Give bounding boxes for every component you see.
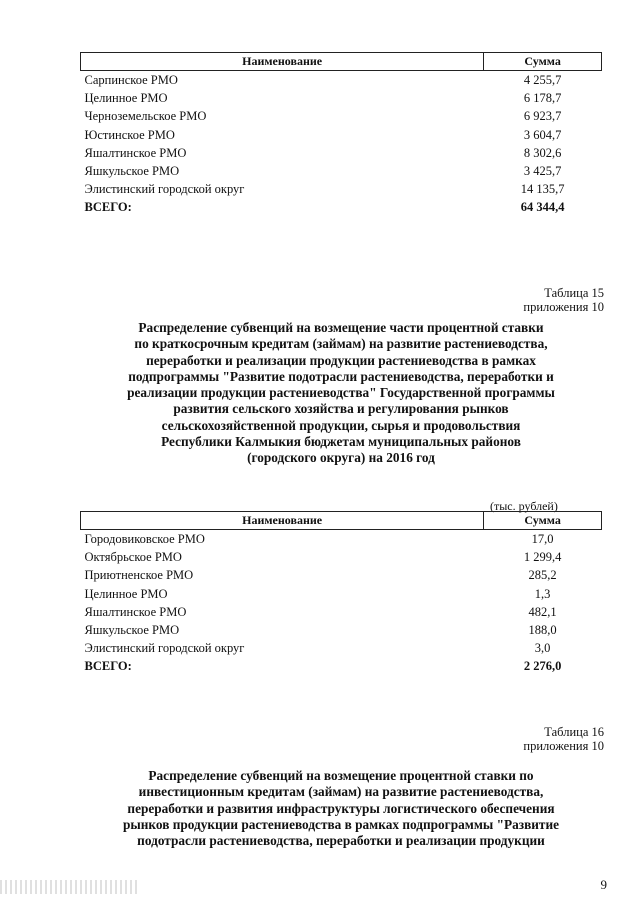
units-note: (тыс. рублей) xyxy=(490,499,558,513)
total-row xyxy=(81,657,602,675)
total-label: ВСЕГО: xyxy=(84,200,132,215)
table-row xyxy=(81,180,602,198)
column-header-name: Наименование xyxy=(81,512,484,530)
table-row xyxy=(81,603,602,621)
row-name: Юстинское РМО xyxy=(84,127,175,142)
table-row xyxy=(81,107,602,125)
table-16-heading xyxy=(80,768,602,849)
appendix-number: приложения 10 xyxy=(523,300,604,314)
row-name: Элистинский городской округ xyxy=(84,641,245,656)
row-name: Элистинский городской округ xyxy=(84,182,245,197)
heading-line: переработки и развития инфраструктуры логистического обеспечения xyxy=(127,800,555,816)
column-header-name: Наименование xyxy=(81,53,484,71)
heading-line: Республики Калмыкия бюджетам муниципальных районов xyxy=(161,434,521,450)
row-sum: 17,0 xyxy=(531,532,554,547)
row-name: Черноземельское РМО xyxy=(84,109,207,124)
table-15-heading xyxy=(80,320,602,467)
row-name: Яшкульское РМО xyxy=(84,623,180,638)
row-name: Яшкульское РМО xyxy=(84,164,180,179)
row-sum: 4 255,7 xyxy=(523,73,562,88)
table-header-row xyxy=(81,53,602,71)
heading-line: по краткосрочным кредитам (займам) на развитие растениеводства, xyxy=(134,336,548,352)
table-row xyxy=(81,71,602,90)
total-sum: 2 276,0 xyxy=(523,659,562,674)
row-sum: 1,3 xyxy=(534,586,551,601)
row-name: Целинное РМО xyxy=(84,586,168,601)
total-row xyxy=(81,198,602,216)
row-name: Приютненское РМО xyxy=(84,568,194,583)
heading-line: реализации продукции растениеводства" Государственной программы xyxy=(127,385,555,401)
row-name: Целинное РМО xyxy=(84,91,168,106)
column-header-sum: Сумма xyxy=(484,512,602,530)
row-name: Яшалтинское РМО xyxy=(84,145,187,160)
table-number: Таблица 16 xyxy=(544,725,604,739)
row-name: Октябрьское РМО xyxy=(84,550,182,565)
row-sum: 3,0 xyxy=(534,641,551,656)
table-row xyxy=(81,585,602,603)
table-row xyxy=(81,639,602,657)
row-sum: 3 425,7 xyxy=(523,164,562,179)
heading-line: Распределение субвенций на возмещение части процентной ставки xyxy=(138,320,544,335)
table-15-label xyxy=(523,286,604,314)
appendix-number: приложения 10 xyxy=(523,739,604,753)
heading-line: развития сельского хозяйства и регулирования рынков xyxy=(173,401,509,417)
row-sum: 285,2 xyxy=(528,568,557,583)
table-row xyxy=(81,144,602,162)
heading-line: (городского округа) на 2016 год xyxy=(247,450,435,466)
row-sum: 6 178,7 xyxy=(523,91,562,106)
table-header-row xyxy=(81,512,602,530)
subvention-table-continued xyxy=(80,52,602,217)
row-sum: 8 302,6 xyxy=(523,145,562,160)
heading-line: рынков продукции растениеводства в рамках подпрограммы "Развитие xyxy=(122,816,560,832)
heading-line: сельскохозяйственной продукции, сырья и продовольствия xyxy=(161,417,521,433)
row-name: Яшалтинское РМО xyxy=(84,604,187,619)
table-row xyxy=(81,126,602,144)
total-label: ВСЕГО: xyxy=(84,659,132,674)
total-sum: 64 344,4 xyxy=(520,200,565,215)
row-sum: 3 604,7 xyxy=(523,127,562,142)
table-row xyxy=(81,530,602,549)
heading-line: подотрасли растениеводства, переработки и реализации продукции xyxy=(137,833,545,849)
row-sum: 482,1 xyxy=(528,604,557,619)
table-row xyxy=(81,89,602,107)
table-number: Таблица 15 xyxy=(544,286,604,300)
row-name: Городовиковское РМО xyxy=(84,532,205,547)
heading-line: инвестиционным кредитам (займам) на развитие растениеводства, xyxy=(138,784,544,800)
row-sum: 6 923,7 xyxy=(523,109,562,124)
row-sum: 1 299,4 xyxy=(523,550,562,565)
row-name: Сарпинское РМО xyxy=(84,73,178,88)
page-number: 9 xyxy=(600,877,607,892)
subvention-table-15 xyxy=(80,511,602,676)
table-row xyxy=(81,566,602,584)
scan-artifact xyxy=(0,880,140,894)
table-16-label xyxy=(523,725,604,753)
table-row xyxy=(81,548,602,566)
row-sum: 188,0 xyxy=(528,623,557,638)
table-row xyxy=(81,162,602,180)
column-header-sum: Сумма xyxy=(484,53,602,71)
table-row xyxy=(81,621,602,639)
heading-line: подпрограммы "Развитие подотрасли растениеводства, переработки и xyxy=(128,368,554,384)
row-sum: 14 135,7 xyxy=(520,182,565,197)
heading-line: Распределение субвенций на возмещение процентной ставки по xyxy=(148,768,534,783)
heading-line: переработки и реализации продукции растениеводства в рамках xyxy=(146,352,536,368)
